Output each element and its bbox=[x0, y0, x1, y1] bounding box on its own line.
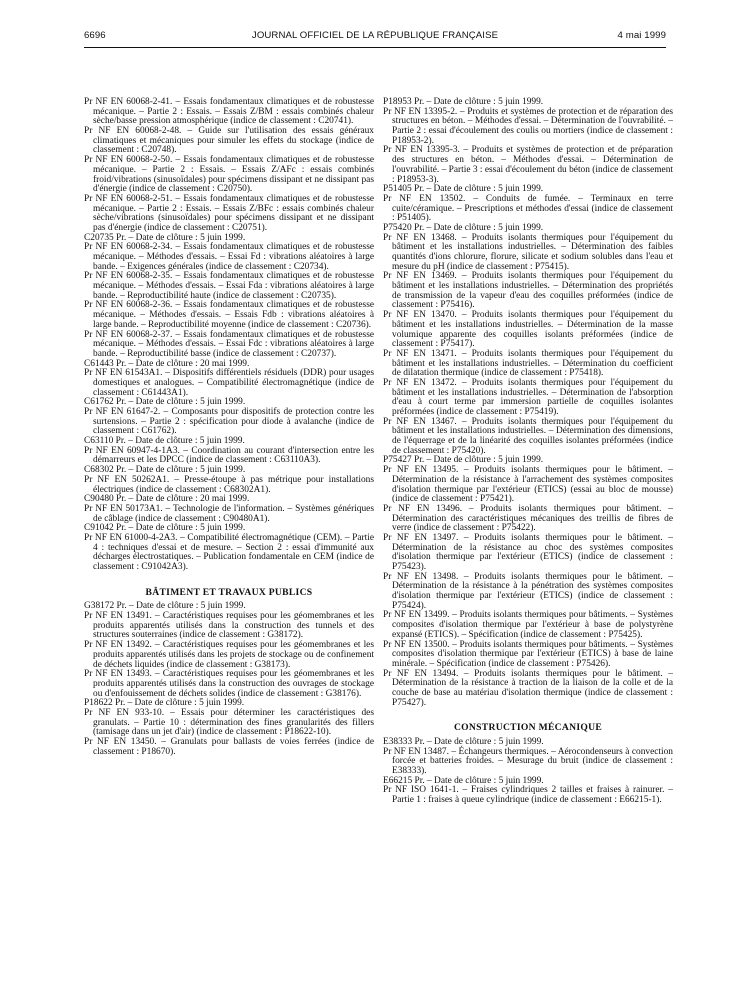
section-heading: BÂTIMENT ET TRAVAUX PUBLICS bbox=[145, 586, 313, 598]
notice-entry: Pr NF EN 50173A1. – Technologie de l'information. – Systèmes génériques de câblage (indice de classement : C90480A1). bbox=[84, 503, 374, 524]
notice-entry: Pr NF EN 13497. – Produits isolants thermiques pour le bâtiment. – Détermination de la résistance au choc des systèmes composites d'isolation thermique par l'extérieur (ETICS) (indice de classement : P75423). bbox=[383, 532, 673, 572]
notice-entry: Pr NF EN 13498. – Produits isolants thermiques pour le bâtiment. – Détermination de la résistance à la pénétration des systèmes composites d'isolation thermique par l'extérieur (ETICS) (indice de classement : P75424). bbox=[383, 571, 673, 611]
notice-entry: P18622 Pr. – Date de clôture : 5 juin 1999. bbox=[84, 698, 245, 709]
notice-entry: Pr NF EN 13493. – Caractéristiques requises pour les géomembranes et les produits apparentés utilisés dans la construction des ouvrages de stockage ou d'enfouissement de déchets solides (indice de classement : G38176). bbox=[84, 669, 374, 699]
notice-entry: G38172 Pr. – Date de clôture : 5 juin 1999. bbox=[84, 601, 246, 612]
notice-entry: P75427 Pr. – Date de clôture : 5 juin 1999. bbox=[383, 455, 544, 466]
left-column bbox=[84, 98, 374, 757]
notice-entry: C20735 Pr. – Date de clôture : 5 juin 1999. bbox=[84, 232, 246, 243]
notice-entry: Pr NF EN 13450. – Granulats pour ballasts de voies ferrées (indice de classement : P18670). bbox=[84, 737, 374, 757]
right-column bbox=[383, 98, 673, 806]
notice-entry: C61762 Pr. – Date de clôture : 5 juin 1999. bbox=[84, 397, 246, 408]
notice-entry: Pr NF ISO 1641-1. – Fraises cylindriques 2 tailles et fraises à rainurer. – Partie 1 : fraises à queue cylindrique (indice de classement : E66215-1). bbox=[383, 785, 673, 806]
page-number: 6696 bbox=[84, 30, 106, 41]
notice-entry: Pr NF EN 13468. – Produits isolants thermiques pour l'équipement du bâtiment et les installations industrielles. – Détermination des faibles quantités d'ions chlorure, florure, silicate et sodium solubles dans l'eau et mesure du pH (indice de classement : P75415). bbox=[383, 232, 673, 272]
notice-entry: Pr NF EN 13471. – Produits isolants thermiques pour l'équipement du bâtiment et les installations industrielles. – Détermination du coefficient de dilatation thermique (indice de classement : P75418). bbox=[383, 348, 673, 379]
notice-entry: Pr NF EN 13502. – Conduits de fumée. – Terminaux en terre cuite/céramique. – Prescriptions et méthodes d'essai (indice de classement : P51405). bbox=[383, 193, 673, 224]
notice-entry: Pr NF EN 60068-2-48. – Guide sur l'utilisation des essais généraux climatiques et mécaniques pour simuler les effets du stockage (indice de classement : C20748). bbox=[84, 126, 374, 156]
notice-entry: Pr NF EN 13499. – Produits isolants thermiques pour bâtiments. – Systèmes composites d'isolation thermique par l'extérieur à base de polystyrène expansé (ETICS). – Spécification (indice de classement : P75425). bbox=[383, 610, 673, 640]
notice-entry: Pr NF EN 13491. – Caractéristiques requises pour les géomembranes et les produits apparentés utilisés dans la construction des tunnels et des structures souterraines (indice de classement : G38172). bbox=[84, 611, 374, 641]
notice-entry: P75420 Pr. – Date de clôture : 5 juin 1999. bbox=[383, 222, 544, 233]
notice-entry: Pr NF EN 60068-2-41. – Essais fondamentaux climatiques et de robustesse mécanique. – Partie 2 : Essais. – Essais Z/BM : essais combinés chaleur sèche/basse pression atmosphérique (indice de classement : C20741). bbox=[84, 97, 374, 127]
notice-entry: C91042 Pr. – Date de clôture : 5 juin 1999. bbox=[84, 523, 246, 534]
notice-entry: E38333 Pr. – Date de clôture : 5 juin 1999. bbox=[383, 737, 544, 747]
notice-entry: Pr NF EN 61543A1. – Dispositifs différentiels résiduels (DDR) pour usages domestiques et analogues. – Compatibilité électromagnétique (indice de classement : C61443A1). bbox=[84, 368, 374, 398]
notice-entry: Pr NF EN 60068-2-37. – Essais fondamentaux climatiques et de robustesse mécanique. – Méthodes d'essais. – Essai Fdc : vibrations aléatoires à large bande. – Reproductibilité basse (indice de classement : C20737). bbox=[84, 329, 374, 359]
notice-entry: Pr NF EN 60068-2-35. – Essais fondamentaux climatiques et de robustesse mécanique. – Méthodes d'essais. – Essai Fda : vibrations aléatoires à large bande. – Reproductibilité haute (indice de classement : C20735). bbox=[84, 271, 374, 301]
notice-entry: Pr NF EN 61647-2. – Composants pour dispositifs de protection contre les surtensions. – Partie 2 : spécification pour diode à avalanche (indice de classement : C61762). bbox=[84, 407, 374, 437]
notice-entry: Pr NF EN 13395-2. – Produits et systèmes de protection et de réparation des structures en béton. – Méthodes d'essai. – Détermination de l'ouvrabilité. – Partie 2 : essai d'écoulement des coulis ou mortiers (indice de classement : P18953-2). bbox=[383, 106, 673, 146]
notice-entry: Pr NF EN 13495. – Produits isolants thermiques pour le bâtiment. – Détermination de la résistance à l'arrachement des systèmes composites d'isolation thermique par l'extérieur (ETICS) (essai au bloc de mousse) (indice de classement : P75421). bbox=[383, 465, 673, 505]
notice-entry: Pr NF EN 13472. – Produits isolants thermiques pour l'équipement du bâtiment et les installations industrielles. – Détermination de l'absorption d'eau à court terme par immersion partielle de coquilles isolantes préformées (indice de classement : P75419). bbox=[383, 377, 673, 417]
notice-entry: Pr NF EN 13487. – Échangeurs thermiques. – Aérocondenseurs à convection forcée et batteries froides. – Mesurage du bruit (indice de classement : E38333). bbox=[383, 746, 673, 777]
notice-entry: Pr NF EN 50262A1. – Presse-étoupe à pas métrique pour installations électriques (indice de classement : C68302A1). bbox=[84, 474, 374, 495]
notice-entry: E66215 Pr. – Date de clôture : 5 juin 1999. bbox=[383, 775, 544, 786]
notice-entry: C63110 Pr. – Date de clôture : 5 juin 1999. bbox=[84, 436, 245, 447]
notice-entry: Pr NF EN 13467. – Produits isolants thermiques pour l'équipement du bâtiment et les installations industrielles. – Détermination des dimensions, de l'équerrage et de la linéarité des coquilles isolantes préformées (indice de classement : P75420). bbox=[383, 416, 673, 456]
notice-entry: Pr NF EN 60068-2-51. – Essais fondamentaux climatiques et de robustesse mécanique. – Partie 2 : Essais. – Essais Z/BFc : essais combinés chaleur sèche/vibrations (sinusoïdales) pour spécimens dissipant et ne dissipant pas d'énergie (indice de classement : C20751). bbox=[84, 193, 374, 233]
notice-entry: Pr NF EN 60068-2-50. – Essais fondamentaux climatiques et de robustesse mécanique. – Partie 2 : Essais. – Essais Z/AFc : essais combinés froid/vibrations (sinusoïdales) pour spécimens dissipant et ne dissipant pas d'énergie (indice de classement : C20750). bbox=[84, 155, 374, 195]
notice-entry: Pr NF EN 61000-4-2A3. – Compatibilité électromagnétique (CEM). – Partie 4 : techniques d'essai et de mesure. – Section 2 : essai d'immunité aux décharges électrostatiques. – Publication fondamentale en CEM (indice de classement : C91042A3). bbox=[84, 532, 374, 572]
notice-entry: Pr NF EN 60068-2-36. – Essais fondamentaux climatiques et de robustesse mécanique. – Méthodes d'essais. – Essais Fdb : vibrations aléatoires à large bande. – Reproductibilité moyenne (indice de classement : C20736). bbox=[84, 300, 374, 330]
issue-date: 4 mai 1999 bbox=[617, 30, 666, 41]
notice-entry: Pr NF EN 13469. – Produits isolants thermiques pour l'équipement du bâtiment et les installations industrielles. – Détermination des propriétés de transmission de la vapeur d'eau des coquilles préformées (indice de classement : P75416). bbox=[383, 271, 673, 311]
notice-entry: C90480 Pr. – Date de clôture : 20 mai 1999. bbox=[84, 494, 250, 505]
notice-entry: Pr NF EN 13395-3. – Produits et systèmes de protection et de préparation des structures en béton. – Méthodes d'essai. – Détermination de l'ouvrabilité. – Partie 3 : essai d'écoulement du béton (indice de classement : P18953-3). bbox=[383, 145, 673, 185]
notice-entry: C68302 Pr. – Date de clôture : 5 juin 1999. bbox=[84, 465, 246, 476]
journal-title: JOURNAL OFFICIEL DE LA RÉPUBLIQUE FRANÇAISE bbox=[251, 30, 499, 41]
notice-entry: Pr NF EN 13492. – Caractéristiques requises pour les géomembranes et les produits apparentés utilisés dans les projets de stockage ou de confinement de déchets liquides (indice de classement : G38173). bbox=[84, 640, 374, 670]
notice-entry: Pr NF EN 13500. – Produits isolants thermiques pour bâtiments. – Systèmes composites d'isolation thermique par l'extérieur (ETICS) à base de laine minérale. – Spécification (indice de classement : P75426). bbox=[383, 639, 673, 669]
notice-entry: P51405 Pr. – Date de clôture : 5 juin 1999. bbox=[383, 184, 544, 195]
notice-entry: Pr NF EN 60068-2-34. – Essais fondamentaux climatiques et de robustesse mécanique. – Méthodes d'essais. – Essai Fd : vibrations aléatoires à large bande. – Exigences générales (indice de classement : C20734). bbox=[84, 242, 374, 272]
notice-entry: Pr NF EN 13496. – Produits isolants thermiques pour bâtiment. – Détermination des caractéristiques mécaniques des treillis de fibres de verre (indice de classement : P75422). bbox=[383, 503, 673, 534]
notice-entry: Pr NF EN 933-10. – Essais pour déterminer les caractéristiques des granulats. – Partie 10 : détermination des fines granularités des fillers (tamisage dans un jet d'air) (indice de classement : P18622-10). bbox=[84, 707, 374, 738]
notice-entry: Pr NF EN 13494. – Produits isolants thermiques pour le bâtiment. – Détermination de la résistance à traction de la liaison de la colle et de la couche de base au matériau d'isolation thermique (indice de classement : P75427). bbox=[383, 668, 673, 708]
notice-entry: Pr NF EN 13470. – Produits isolants thermiques pour l'équipement du bâtiment et les installations industrielles. – Détermination de la masse volumique apparente des coquilles isolants préformées (indice de classement : P75417). bbox=[383, 310, 673, 350]
notice-entry: Pr NF EN 60947-4-1A3. – Coordination au courant d'intersection entre les démarreurs et les DPCC (indice de classement : C63110A3). bbox=[84, 445, 374, 466]
header-rule bbox=[84, 47, 666, 48]
notice-entry: P18953 Pr. – Date de clôture : 5 juin 1999. bbox=[383, 97, 544, 107]
notice-entry: C61443 Pr. – Date de clôture : 20 mai 1999. bbox=[84, 358, 250, 369]
page-header bbox=[84, 30, 666, 46]
section-heading: CONSTRUCTION MÉCANIQUE bbox=[453, 722, 603, 734]
